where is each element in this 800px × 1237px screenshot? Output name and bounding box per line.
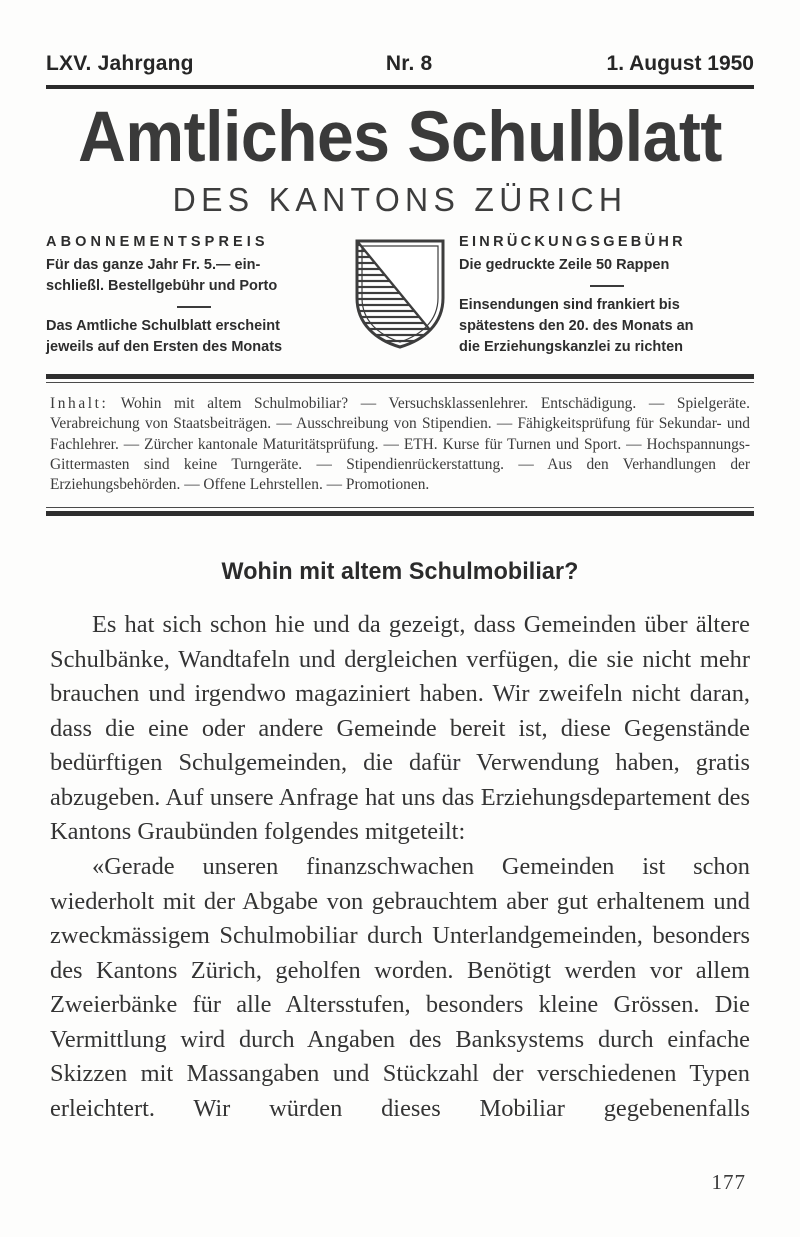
article-paragraph-1: Es hat sich schon hie und da gezeigt, dass Gemeinden über ältere Schulbänke, Wandtafeln und dergleichen verfügen, die sie nicht mehr brauchen und irgendwo magaziniert haben. Wir zweifeln nicht daran, dass die eine oder andere Gemeinde bereit ist, diese Gegenstände bedürftigen Schulgemeinden, die dafür Verwendung haben, gratis abzugeben. Auf unsere Anfrage hat uns das Erziehungsdepartement des Kantons Graubünden folgendes mitgeteilt: <box>50 611 750 846</box>
submission-note-line-3: die Erziehungskanzlei zu richten <box>459 338 683 355</box>
advertising-rate-line: Die gedruckte Zeile 50 Rappen <box>459 256 670 273</box>
issue-line <box>46 0 754 76</box>
article-headline: Wohin mit altem Schulmobiliar? <box>221 558 579 586</box>
contents-text: Wohin mit altem Schulmobiliar? — Versuchsklassenlehrer. Entschädigung. — Spielgeräte. Verabreichung von Staatsbeiträgen. — Ausschreibung von Stipendien. — Fähigkeitsprüfung für Sekundar- und Fachlehrer. — Zürcher kantonale Maturitätsprüfung. — ETH. Kurse für Turnen und Sport. — Hochspannungs-Gittermasten sind keine Turngeräte. — Stipendienrückerstattung. — Aus den Verhandlungen der Erziehungsbehörden. — Offene Lehrstellen. — Promotionen. <box>50 395 750 494</box>
contents-label: Inhalt: <box>50 395 109 413</box>
subscription-price-line-2: schließl. Bestellgebühr und Porto <box>46 277 278 294</box>
subscription-divider <box>177 306 211 308</box>
advertising-heading: EINRÜCKUNGSGEBÜHR <box>459 233 686 250</box>
contents-bottom-separator <box>46 507 754 517</box>
article-paragraph-2: «Gerade unseren finanzschwachen Gemeinden ist schon wiederholt mit der Abgabe von gebrauchtem aber gut erhaltenem und zweckmässigem Schulmobiliar durch Unterlandgemeinden, besonders des Kantons Zürich, geholfen worden. Benötigt werden vor allem Zweierbänke für alle Altersstufen, besonders kleine Grössen. Die Vermittlung wird durch Angaben des Banksystems durch einfache Skizzen mit Massangaben und Stückzahl der verschiedenen Typen erleichtert. Wir würden dieses Mobiliar gegebenenfalls <box>50 853 750 1122</box>
shield-icon <box>352 236 448 352</box>
publication-title: Amtliches Schulblatt <box>78 98 722 177</box>
submission-note-line-2: spätestens den 20. des Monats an <box>459 317 694 334</box>
coat-of-arms <box>348 232 452 352</box>
subscription-price-line-1: Für das ganze Jahr Fr. 5.— ein- <box>46 256 261 273</box>
publication-frequency-line-1: Das Amtliche Schulblatt erscheint <box>46 317 280 334</box>
issue-number: Nr. 8 <box>385 52 433 75</box>
advertising-divider <box>590 285 624 287</box>
publication-subtitle: DES KANTONS ZÜRICH <box>172 180 628 218</box>
advertising-info <box>459 232 754 358</box>
publication-frequency-line-2: jeweils auf den Ersten des Monats <box>46 338 283 355</box>
subscription-heading: ABONNEMENTSPREIS <box>46 233 269 250</box>
subscription-info <box>46 232 341 358</box>
page-number: 177 <box>711 1170 746 1194</box>
masthead-top-rule <box>46 85 754 89</box>
issue-date: 1. August 1950 <box>606 52 754 75</box>
volume-label: LXV. Jahrgang <box>46 52 194 75</box>
submission-note-line-1: Einsendungen sind frankiert bis <box>459 296 680 313</box>
contents-top-separator <box>46 374 754 384</box>
article-body <box>46 608 754 1126</box>
masthead-info-block <box>46 232 754 358</box>
table-of-contents <box>46 394 754 496</box>
